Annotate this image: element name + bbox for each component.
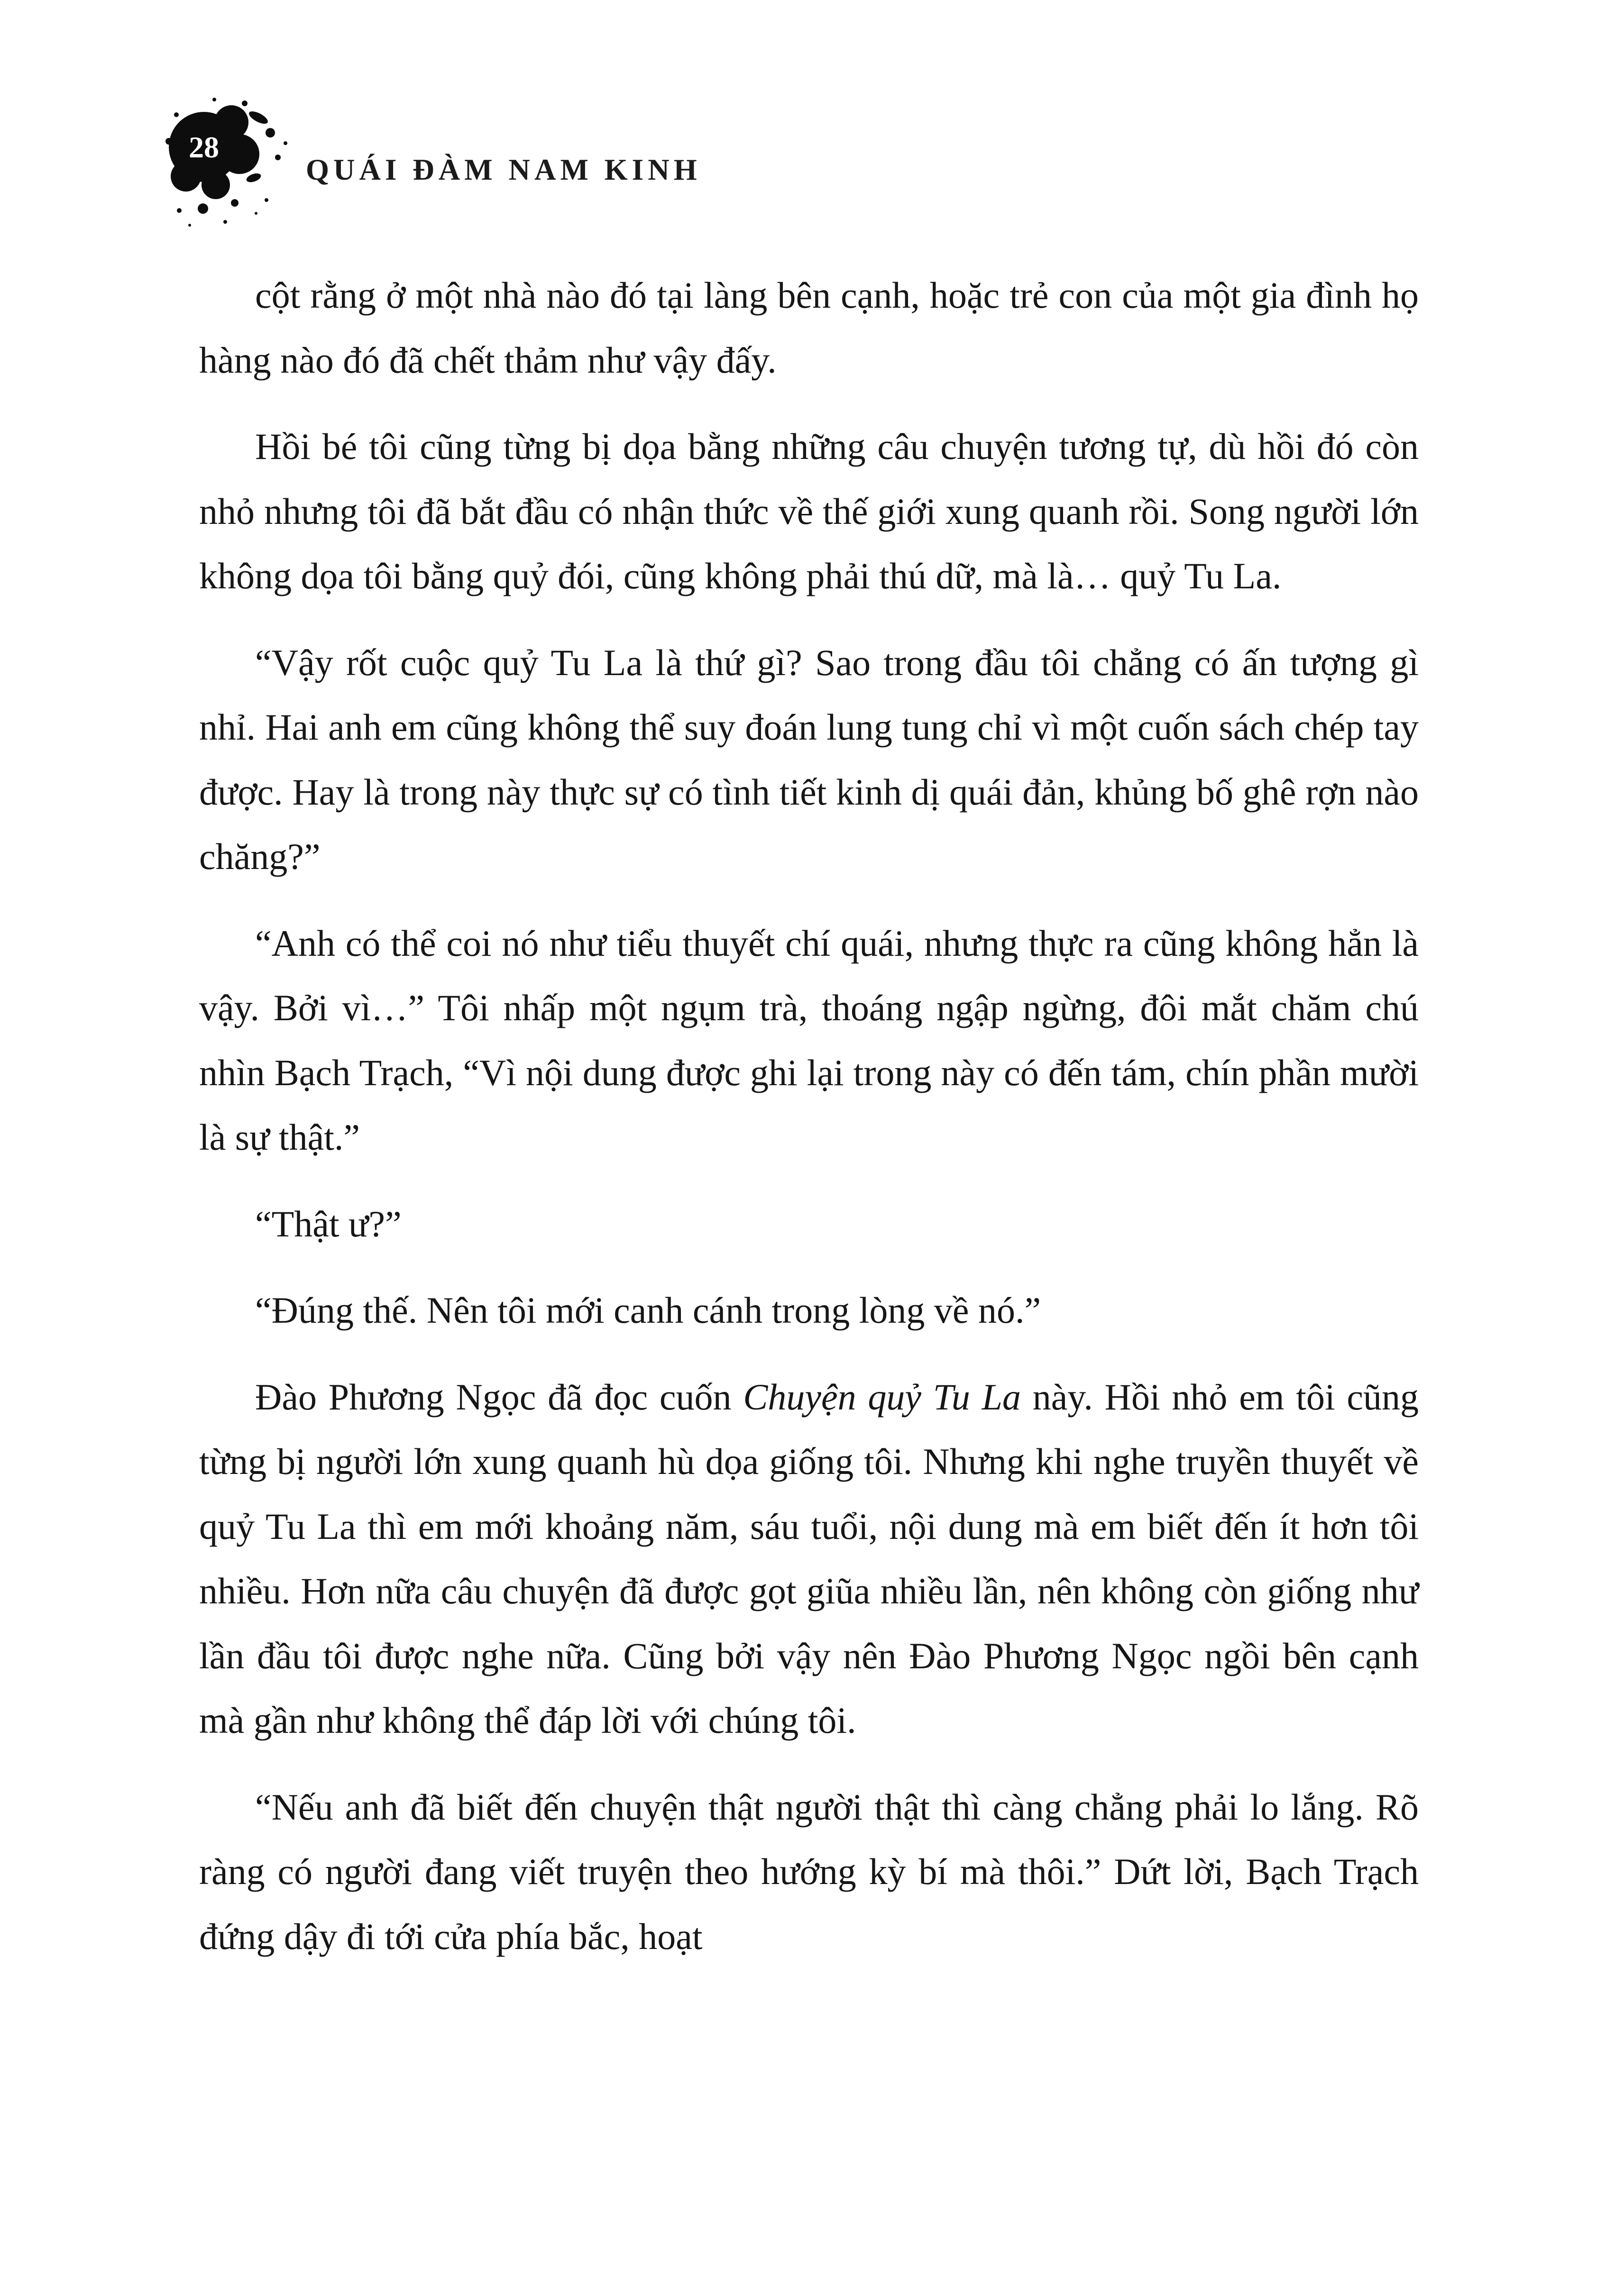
paragraph-text: cột rằng ở một nhà nào đó tại làng bên cạnh, hoặc trẻ con của một gia đình họ hàng nào đó đã chết thảm như vậy đấy. — [199, 274, 1419, 381]
book-title-italic: Chuyện quỷ Tu La — [743, 1376, 1021, 1418]
paragraph-text: “Thật ư?” — [255, 1203, 402, 1244]
paragraph — [199, 631, 1419, 889]
paragraph — [199, 1365, 1419, 1753]
paragraph — [199, 263, 1419, 393]
paragraph-text: “Vậy rốt cuộc quỷ Tu La là thứ gì? Sao trong đầu tôi chẳng có ấn tượng gì nhỉ. Hai anh em cũng không thể suy đoán lung tung chỉ vì một cuốn sách chép tay được. Hay là trong này thực sự có tình tiết kinh dị quái đản, khủng bố ghê rợn nào chăng?” — [199, 641, 1419, 877]
paragraph-text: Đào Phương Ngọc đã đọc cuốn — [255, 1376, 743, 1418]
paragraph-text: này. Hồi nhỏ em tôi cũng từng bị người lớn xung quanh hù dọa giống tôi. Nhưng khi nghe truyền thuyết về quỷ Tu La thì em mới khoảng năm, sáu tuổi, nội dung mà em biết đến ít hơn tôi nhiều. Hơn nữa câu chuyện đã được gọt giũa nhiều lần, nên không còn giống như lần đầu tôi được nghe nữa. Cũng bởi vậy nên Đào Phương Ngọc ngồi bên cạnh mà gần như không thể đáp lời với chúng tôi. — [199, 1376, 1419, 1741]
page-number: 28 — [189, 130, 219, 164]
paragraph-text: “Anh có thể coi nó như tiểu thuyết chí quái, nhưng thực ra cũng không hẳn là vậy. Bởi vì…” Tôi nhấp một ngụm trà, thoáng ngập ngừng, đôi mắt chăm chú nhìn Bạch Trạch, “Vì nội dung được ghi lại trong này có đến tám, chín phần mười là sự thật.” — [199, 922, 1419, 1158]
paragraph — [199, 1775, 1419, 1969]
paragraph-text: “Nếu anh đã biết đến chuyện thật người thật thì càng chẳng phải lo lắng. Rõ ràng có người đang viết truyện theo hướng kỳ bí mà thôi.” Dứt lời, Bạch Trạch đứng dậy đi tới cửa phía bắc, hoạt — [199, 1786, 1419, 1957]
running-title: QUÁI ĐÀM NAM KINH — [306, 153, 701, 186]
ink-splatter-icon — [156, 95, 303, 242]
paragraph-text: Hồi bé tôi cũng từng bị dọa bằng những câu chuyện tương tự, dù hồi đó còn nhỏ nhưng tôi đã bắt đầu có nhận thức về thế giới xung quanh rồi. Song người lớn không dọa tôi bằng quỷ đói, cũng không phải thú dữ, mà là… quỷ Tu La. — [199, 426, 1419, 596]
paragraph-text: “Đúng thế. Nên tôi mới canh cánh trong lòng về nó.” — [255, 1290, 1041, 1331]
paragraph — [199, 1192, 1419, 1257]
paragraph — [199, 911, 1419, 1170]
paragraph — [199, 1278, 1419, 1343]
paragraph — [199, 414, 1419, 609]
body-text — [199, 263, 1419, 1969]
page-header — [0, 0, 1624, 247]
